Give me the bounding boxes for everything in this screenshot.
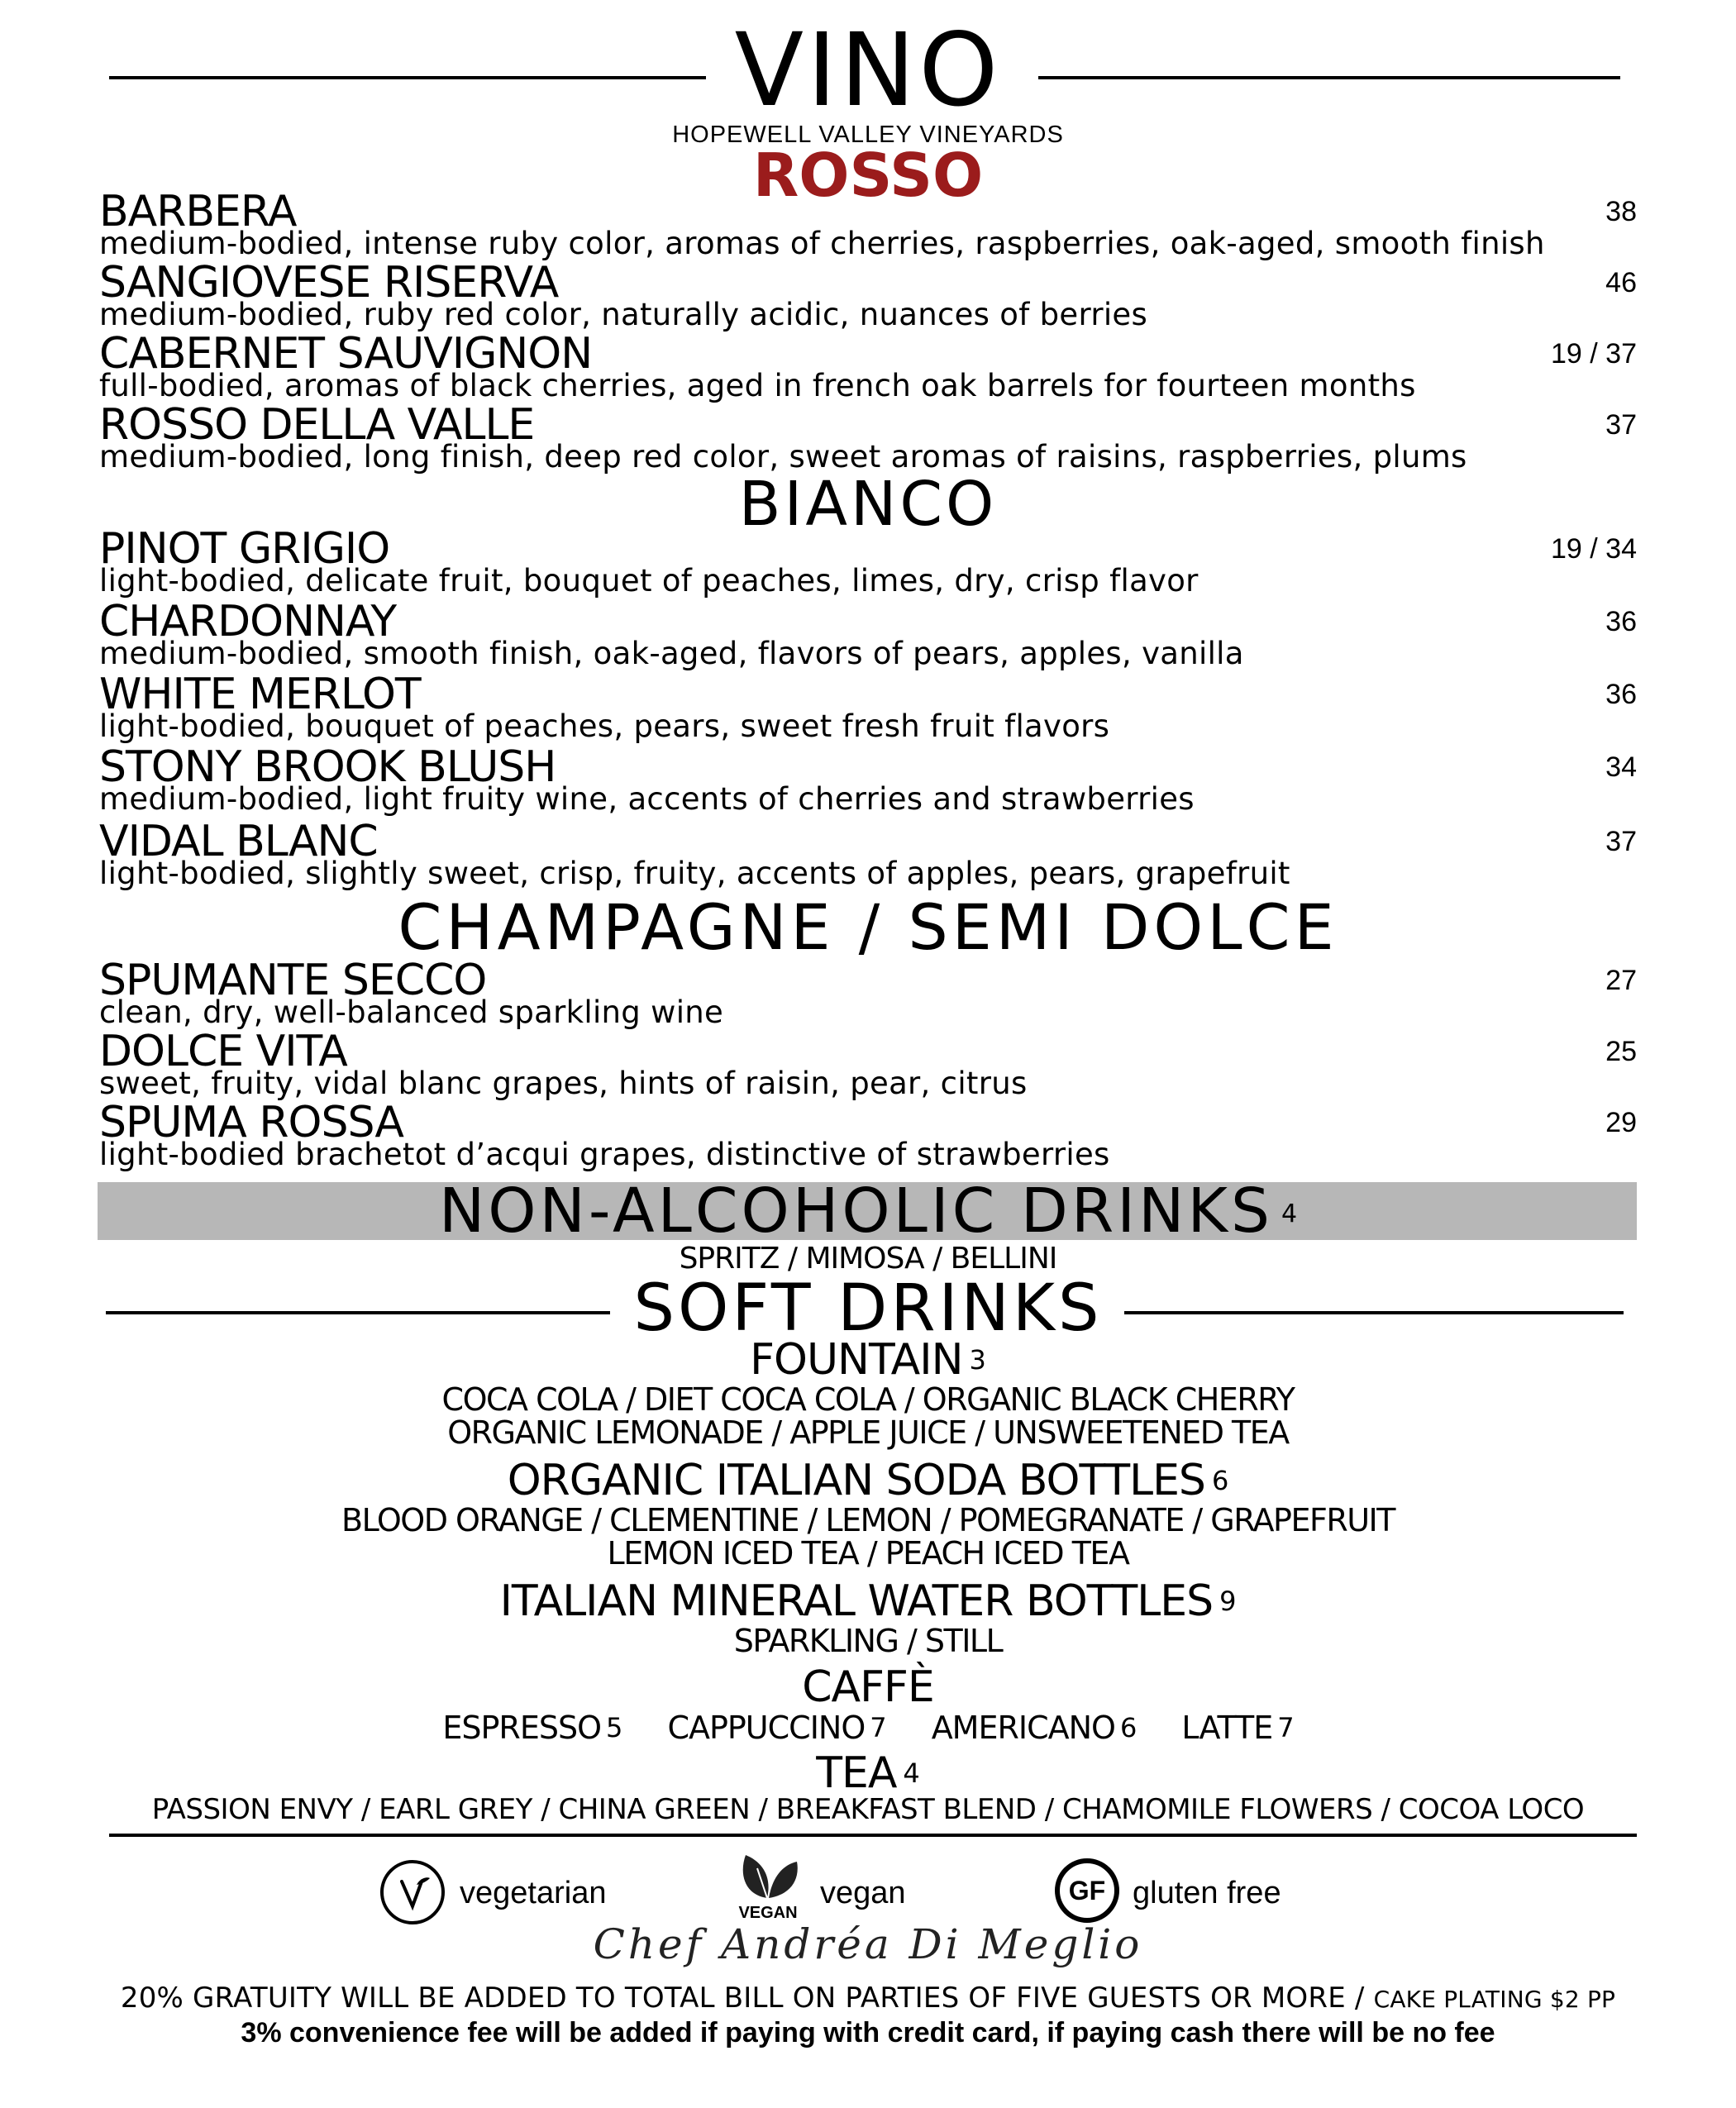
wine-item xyxy=(99,599,1637,671)
rosso-title: ROSSO xyxy=(752,141,984,210)
vegan-badge-label: VEGAN xyxy=(738,1904,798,1922)
wine-name: BARBERA xyxy=(99,187,297,236)
wine-item xyxy=(99,818,1637,891)
wine-price: 38 xyxy=(1605,196,1637,227)
wine-name: WHITE MERLOT xyxy=(99,670,421,719)
tea-price: 4 xyxy=(903,1757,920,1789)
wine-name: SANGIOVESE RISERVA xyxy=(99,258,559,308)
fountain-price: 3 xyxy=(969,1344,986,1376)
wine-price: 29 xyxy=(1605,1107,1637,1138)
tea-title: TEA $^4$ xyxy=(816,1748,920,1798)
soft-drinks-title: SOFT DRINKS xyxy=(633,1271,1103,1346)
wine-name: VIDAL BLANC xyxy=(99,817,378,866)
caffe-title: CAFFÈ xyxy=(802,1662,934,1712)
wine-price: 37 xyxy=(1605,409,1637,441)
wine-item xyxy=(99,188,1637,261)
tea-list: PASSION ENVY / EARL GREY / CHINA GREEN / BREAKFAST BLEND / CHAMOMILE FLOWERS / COCOA LOCO xyxy=(151,1793,1585,1826)
wine-description: clean, dry, well-balanced sparkling wine xyxy=(99,994,724,1030)
fountain-list: ORGANIC LEMONADE / APPLE JUICE / UNSWEETENED TEA xyxy=(447,1414,1289,1451)
caffe-item: CAPPUCCINO $^7$ xyxy=(667,1710,886,1746)
non-alcoholic-price: 4 xyxy=(1281,1199,1298,1229)
wine-item xyxy=(99,260,1637,332)
wine-price: 27 xyxy=(1605,965,1637,996)
vineyard-name: HOPEWELL VALLEY VINEYARDS xyxy=(672,122,1064,148)
non-alcoholic-items: SPRITZ / MIMOSA / BELLINI xyxy=(679,1242,1057,1276)
soda-title: ORGANIC ITALIAN SODA BOTTLES $^6$ xyxy=(507,1456,1229,1505)
vegetarian-icon xyxy=(380,1860,445,1924)
menu-title: VINO xyxy=(734,12,1002,129)
fountain-title: FOUNTAIN $^3$ xyxy=(750,1335,986,1385)
gluten-free-icon: GF xyxy=(1055,1858,1119,1923)
wine-description: medium-bodied, smooth finish, oak-aged, flavors of pears, apples, vanilla xyxy=(99,636,1244,671)
soda-list: BLOOD ORANGE / CLEMENTINE / LEMON / POMEGRANATE / GRAPEFRUIT xyxy=(341,1502,1395,1538)
wine-description: medium-bodied, long finish, deep red color, sweet aromas of raisins, raspberries, plums xyxy=(99,439,1467,475)
soda-price: 6 xyxy=(1211,1465,1229,1496)
wine-item xyxy=(99,402,1637,475)
wine-item xyxy=(99,331,1637,403)
non-alcoholic-title: NON-ALCOHOLIC DRINKS 4 xyxy=(438,1176,1298,1247)
wine-price: 46 xyxy=(1605,267,1637,298)
wine-description: light-bodied, delicate fruit, bouquet of peaches, limes, dry, crisp flavor xyxy=(99,563,1199,599)
wine-price: 19 / 34 xyxy=(1551,533,1637,565)
wine-item xyxy=(99,1099,1637,1172)
water-list: SPARKLING / STILL xyxy=(733,1623,1003,1659)
wine-price: 36 xyxy=(1605,679,1637,710)
wine-description: sweet, fruity, vidal blanc grapes, hints of raisin, pear, citrus xyxy=(99,1066,1028,1101)
wine-price: 34 xyxy=(1605,751,1637,783)
wine-item xyxy=(99,744,1637,817)
wine-name: STONY BROOK BLUSH xyxy=(99,742,556,792)
wine-description: light-bodied brachetot d’acqui grapes, distinctive of strawberries xyxy=(99,1137,1110,1172)
legend-rule xyxy=(109,1834,1637,1837)
vegetarian-label: vegetarian xyxy=(460,1876,607,1910)
wine-item xyxy=(99,1028,1637,1101)
wine-name: SPUMANTE SECCO xyxy=(99,956,487,1005)
wine-price: 37 xyxy=(1605,826,1637,857)
soda-list: LEMON ICED TEA / PEACH ICED TEA xyxy=(607,1535,1129,1571)
wine-item xyxy=(99,671,1637,744)
gratuity-note: 20% GRATUITY WILL BE ADDED TO TOTAL BILL ON PARTIES OF FIVE GUESTS OR MORE / CAKE PLATING $2 PP xyxy=(120,1982,1616,2015)
wine-item xyxy=(99,526,1637,599)
chef-signature: Chef Andréa Di Meglio xyxy=(593,1920,1143,1968)
wine-name: CHARDONNAY xyxy=(99,597,397,646)
caffe-list xyxy=(0,1710,1736,1746)
wine-item xyxy=(99,957,1637,1030)
water-price: 9 xyxy=(1219,1586,1237,1617)
caffe-item: ESPRESSO $^5$ xyxy=(442,1710,622,1746)
wine-price: 36 xyxy=(1605,606,1637,637)
vegan-icon xyxy=(734,1843,802,1926)
wine-description: light-bodied, slightly sweet, crisp, fruity, accents of apples, pears, grapefruit xyxy=(99,856,1290,891)
champagne-title: CHAMPAGNE / SEMI DOLCE xyxy=(398,890,1338,964)
wine-description: medium-bodied, intense ruby color, aromas of cherries, raspberries, oak-aged, smooth finish xyxy=(99,226,1545,261)
wine-name: CABERNET SAUVIGNON xyxy=(99,329,593,379)
vegan-label: vegan xyxy=(820,1876,906,1910)
water-title: ITALIAN MINERAL WATER BOTTLES $^9$ xyxy=(499,1576,1237,1626)
wine-price: 19 / 37 xyxy=(1551,338,1637,370)
caffe-item: AMERICANO $^6$ xyxy=(931,1710,1137,1746)
wine-description: light-bodied, bouquet of peaches, pears, sweet fresh fruit flavors xyxy=(99,708,1110,744)
bianco-title: BIANCO xyxy=(738,469,998,540)
wine-description: full-bodied, aromas of black cherries, aged in french oak barrels for fourteen months xyxy=(99,368,1416,403)
cake-plating-note: CAKE PLATING $2 PP xyxy=(1373,1986,1616,2013)
caffe-item: LATTE $^7$ xyxy=(1181,1710,1294,1746)
wine-name: DOLCE VITA xyxy=(99,1027,347,1076)
wine-price: 25 xyxy=(1605,1036,1637,1067)
gluten-free-label: gluten free xyxy=(1133,1876,1281,1910)
convenience-fee-note: 3% convenience fee will be added if paying with credit card, if paying cash there will be no fee xyxy=(241,2017,1495,2048)
wine-description: medium-bodied, light fruity wine, accents of cherries and strawberries xyxy=(99,781,1195,817)
wine-description: medium-bodied, ruby red color, naturally acidic, nuances of berries xyxy=(99,297,1148,332)
wine-name: SPUMA ROSSA xyxy=(99,1098,404,1147)
wine-name: PINOT GRIGIO xyxy=(99,524,390,574)
wine-name: ROSSO DELLA VALLE xyxy=(99,400,535,450)
fountain-list: COCA COLA / DIET COCA COLA / ORGANIC BLACK CHERRY xyxy=(441,1381,1295,1418)
